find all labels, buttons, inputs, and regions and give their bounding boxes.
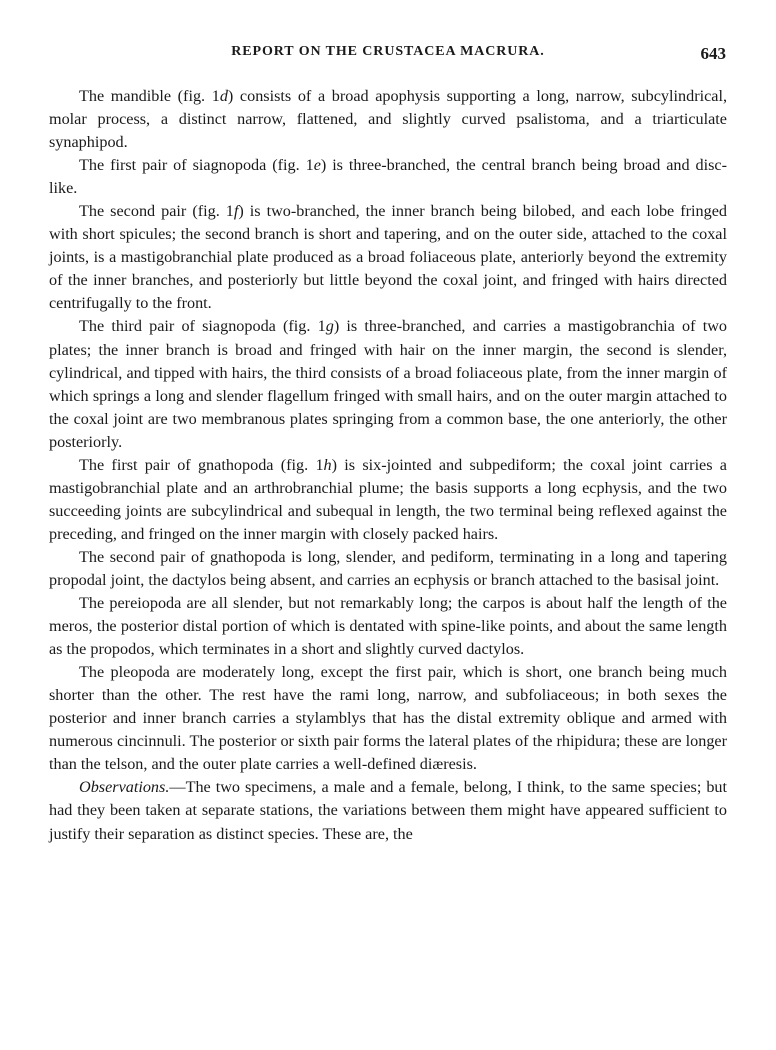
text-run: The third pair of siagnopoda (fig. 1 (79, 317, 326, 336)
paragraph (49, 200, 727, 315)
italic-text: d (219, 87, 228, 105)
paragraph (49, 85, 727, 154)
paragraph (49, 776, 727, 845)
italic-text: h (323, 455, 332, 474)
paragraph (49, 454, 727, 546)
text-run: ) is three-branched, the central branch being broad and disc-like. (49, 156, 727, 198)
text-run: ) is six-jointed and subpediform; the coxal joint carries a mastigobranchial plate and an arthrobranchial plume; the basis supports a long ecphysis, and the two succeeding joints are subcylindrical and subequal in length, the two terminal being reflexed against the preceding, and fringed on the inner margin with closely packed hairs. (49, 455, 727, 543)
paragraph (49, 154, 727, 200)
page-header (50, 44, 726, 66)
page-number: 643 (700, 44, 726, 63)
text-run: The mandible (fig. 1 (79, 87, 220, 105)
text-run: ) consists of a broad apophysis supporting a long, narrow, subcylindrical, molar process, a distinct narrow, flattened, and slightly curved psalistoma, and a triarticulate synaphipod. (49, 87, 727, 152)
text-run: The first pair of siagnopoda (fig. 1 (79, 156, 314, 175)
text-run: The pleopoda are moderately long, except the first pair, which is short, one branch being much shorter than the other. The rest have the rami long, narrow, and subfoliaceous; in both sexes the posterior and inner branch carries a stylamblys that has the distal extremity oblique and armed with numerous cincinnuli. The posterior or sixth pair forms the lateral plates of the rhipidura; these are longer than the telson, and the outer plate carries a well-defined diæresis. (49, 663, 727, 774)
italic-text: g (325, 317, 334, 336)
italic-text: Observations. (79, 778, 170, 797)
paragraph (49, 546, 727, 592)
paragraph (49, 661, 727, 776)
text-run: The first pair of gnathopoda (fig. 1 (79, 455, 324, 474)
text-run: —The two specimens, a male and a female, belong, I think, to the same species; but had they been taken at separate stations, the variations between them might have appeared sufficient to justify their separation as distinct species. These are, the (49, 778, 727, 843)
text-run: The second pair (fig. 1 (79, 202, 234, 221)
italic-text: f (233, 202, 239, 221)
italic-text: e (313, 156, 321, 175)
text-run: ) is three-branched, and carries a mastigobranchia of two plates; the inner branch is broad and fringed with hair on the inner margin, the second is slender, cylindrical, and tipped with hairs, the third consists of a broad foliaceous plate, from the inner margin of which springs a long and slender flagellum fringed with small hairs, and on the outer margin attached to the coxal joint are two membranous plates springing from a common base, the one anteriorly, the other posteriorly. (49, 317, 727, 451)
text-run: The pereiopoda are all slender, but not remarkably long; the carpos is about half the length of the meros, the posterior distal portion of which is dentated with spine-like points, and about the same length as the propodos, which terminates in a short and slightly curved dactylos. (49, 594, 727, 659)
text-run: ) is two-branched, the inner branch being bilobed, and each lobe fringed with short spicules; the second branch is short and tapering, and on the outer side, attached to the coxal joints, is a mastigobranchial plate produced as a broad foliaceous plate, anteriorly beyond the extremity of the inner branches, and posteriorly but little beyond the coxal joint, and fringed with hairs directed centrifugally to the front. (49, 202, 728, 313)
running-head: REPORT ON THE CRUSTACEA MACRURA. (231, 44, 545, 59)
body-text (49, 85, 727, 846)
paragraph (49, 315, 727, 453)
text-run: The second pair of gnathopoda is long, slender, and pediform, terminating in a long and tapering propodal joint, the dactylos being absent, and carries an ecphysis or branch attached to the basisal joint. (49, 547, 727, 589)
paragraph (49, 592, 727, 661)
